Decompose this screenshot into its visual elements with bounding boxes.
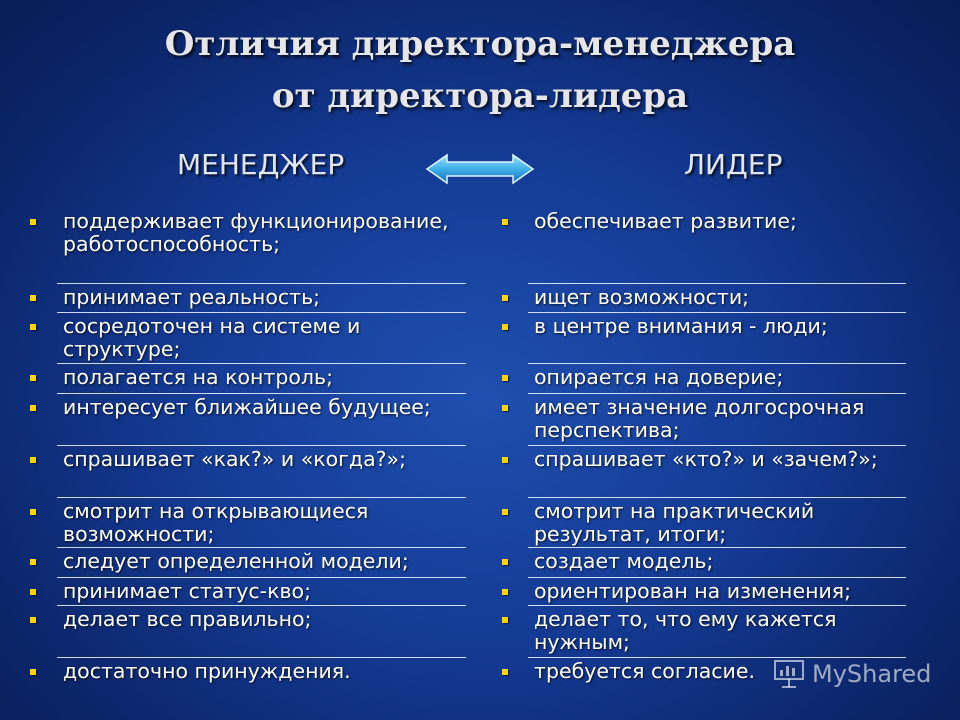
row-divider bbox=[528, 393, 906, 394]
row-divider bbox=[528, 577, 906, 578]
bullet-icon bbox=[30, 324, 36, 330]
row-divider bbox=[57, 577, 466, 578]
title-line-2: от директора-лидера bbox=[271, 76, 689, 116]
row-divider bbox=[57, 657, 466, 658]
manager-trait: принимает реальность; bbox=[63, 285, 321, 309]
manager-trait: делает все правильно; bbox=[63, 607, 312, 631]
row-divider bbox=[57, 393, 466, 394]
row-divider bbox=[528, 605, 906, 606]
leader-trait: опирается на доверие; bbox=[534, 365, 784, 389]
bullet-icon bbox=[30, 295, 36, 301]
bullet-icon bbox=[30, 669, 36, 675]
bullet-icon bbox=[30, 589, 36, 595]
bullet-icon bbox=[502, 219, 508, 225]
leader-trait: обеспечивает развитие; bbox=[534, 209, 797, 233]
presentation-icon bbox=[772, 656, 806, 690]
row-divider bbox=[528, 312, 906, 313]
bullet-icon bbox=[30, 457, 36, 463]
leader-trait: в центре внимания - люди; bbox=[534, 314, 828, 338]
leader-trait: создает модель; bbox=[534, 549, 714, 573]
row-divider bbox=[528, 445, 906, 446]
leader-trait: делает то, что ему кажется нужным; bbox=[534, 607, 837, 654]
row-divider bbox=[57, 445, 466, 446]
bullet-icon bbox=[502, 669, 508, 675]
row-divider bbox=[528, 283, 906, 284]
manager-trait: поддерживает функционирование, работоспособность; bbox=[63, 209, 449, 256]
bullet-icon bbox=[502, 295, 508, 301]
manager-trait: достаточно принуждения. bbox=[63, 659, 351, 683]
row-divider bbox=[57, 312, 466, 313]
row-divider bbox=[57, 497, 466, 498]
bullet-icon bbox=[30, 617, 36, 623]
watermark bbox=[772, 654, 952, 694]
leader-trait: ориентирован на изменения; bbox=[534, 579, 852, 603]
bullet-icon bbox=[502, 509, 508, 515]
bullet-icon bbox=[30, 219, 36, 225]
manager-trait: спрашивает «как?» и «когда?»; bbox=[63, 447, 406, 471]
row-divider bbox=[528, 497, 906, 498]
leader-trait: ищет возможности; bbox=[534, 285, 750, 309]
leader-trait: имеет значение долгосрочная перспектива; bbox=[534, 395, 865, 442]
row-divider bbox=[57, 547, 466, 548]
row-divider bbox=[528, 363, 906, 364]
manager-trait: смотрит на открывающиеся возможности; bbox=[63, 499, 369, 546]
manager-trait: следует определенной модели; bbox=[63, 549, 409, 573]
bullet-icon bbox=[30, 375, 36, 381]
row-divider bbox=[57, 605, 466, 606]
title-line-1: Отличия директора-менеджера bbox=[164, 24, 796, 64]
row-divider bbox=[57, 283, 466, 284]
bullet-icon bbox=[30, 405, 36, 411]
manager-trait: полагается на контроль; bbox=[63, 365, 334, 389]
leader-trait: спрашивает «кто?» и «зачем?»; bbox=[534, 447, 878, 471]
column-header-leader: ЛИДЕР bbox=[684, 148, 783, 181]
bullet-icon bbox=[502, 375, 508, 381]
leader-trait: требуется согласие. bbox=[534, 659, 755, 683]
bullet-icon bbox=[30, 509, 36, 515]
bullet-icon bbox=[502, 589, 508, 595]
bullet-icon bbox=[502, 617, 508, 623]
bullet-icon bbox=[30, 559, 36, 565]
column-header-manager: МЕНЕДЖЕР bbox=[177, 148, 345, 181]
row-divider bbox=[528, 547, 906, 548]
row-divider bbox=[57, 363, 466, 364]
bullet-icon bbox=[502, 405, 508, 411]
manager-trait: принимает статус-кво; bbox=[63, 579, 311, 603]
watermark-text: MyShared bbox=[812, 660, 932, 688]
bullet-icon bbox=[502, 457, 508, 463]
bullet-icon bbox=[502, 324, 508, 330]
bullet-icon bbox=[502, 559, 508, 565]
manager-trait: интересует ближайшее будущее; bbox=[63, 395, 431, 419]
manager-trait: сосредоточен на системе и структуре; bbox=[63, 314, 361, 361]
leader-trait: смотрит на практический результат, итоги; bbox=[534, 499, 815, 546]
